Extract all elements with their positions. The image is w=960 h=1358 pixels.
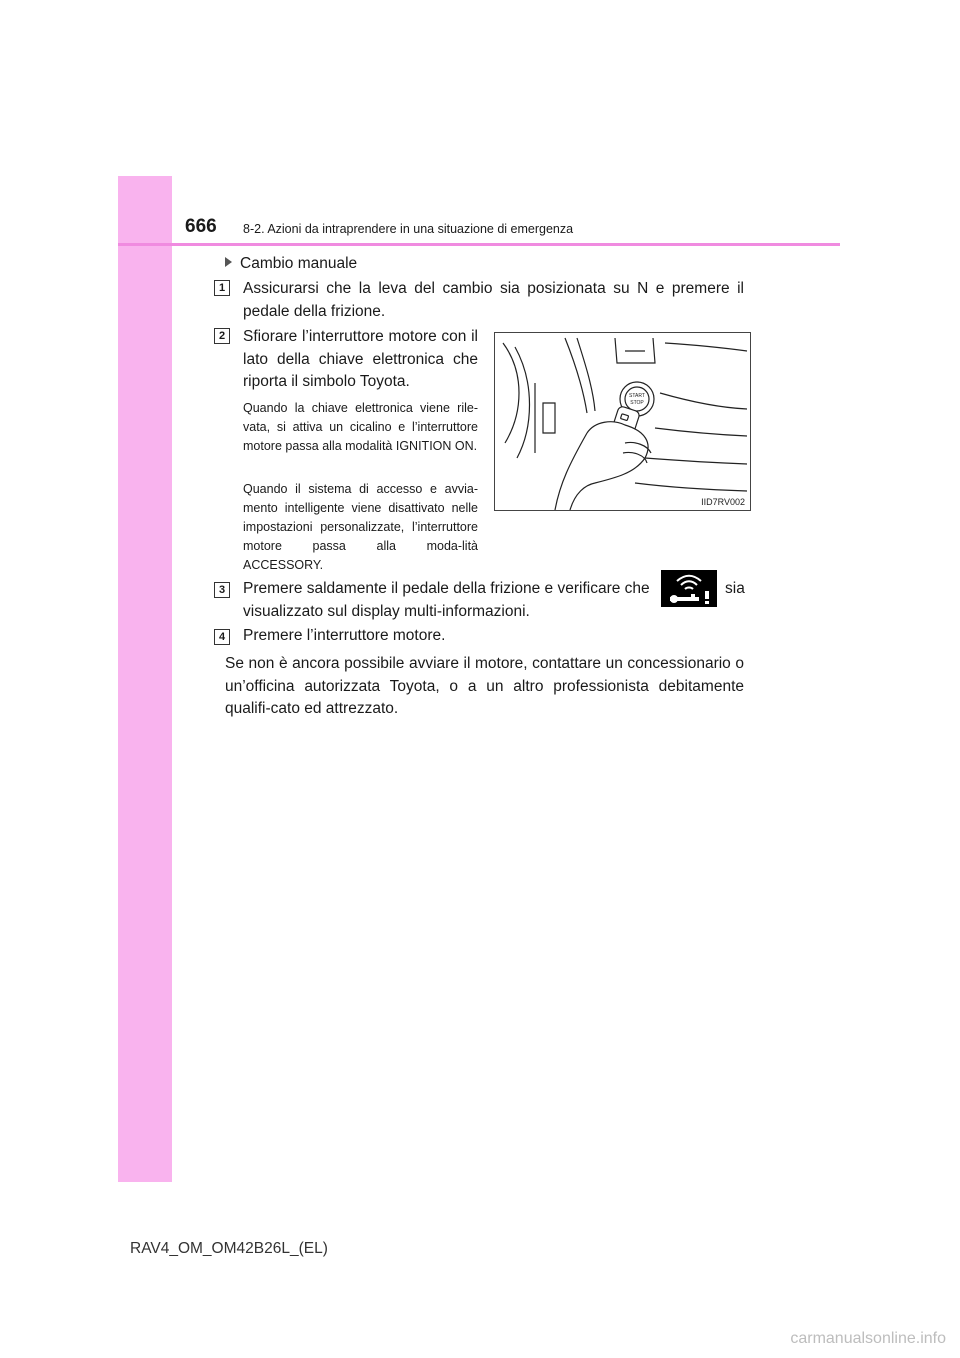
illustration-key-touch-start [494,332,751,511]
step-3-text-part-1: Premere saldamente il pedale della frizione e verificare che [243,580,650,597]
step-number-3: 3 [214,582,230,598]
subheading [225,255,357,273]
step-4-text: Premere l’interruttore motore. [243,627,446,644]
header-rule [118,243,840,246]
step-1-text: Assicurarsi che la leva del cambio sia posizionata su N e premere il pedale della frizione. [243,280,744,320]
stop-label: STOP [630,400,644,406]
step-3-text-part-2: sia [725,580,745,597]
key-touch-illustration [495,333,750,510]
step-number-4: 4 [214,629,230,645]
footer-code: RAV4_OM_OM42B26L_(EL) [130,1240,328,1257]
sidebar-band [118,176,172,1182]
subheading-text: Cambio manuale [240,255,358,272]
step-number-1: 1 [214,280,230,296]
step-2-text: Sfiorare l’interruttore motore con il lato della chiave elettronica che riporta il simbolo Toyota. [243,328,478,390]
step-number-2: 2 [214,328,230,344]
start-label: START [629,393,645,399]
watermark: carmanualsonline.info [790,1330,946,1347]
step-3-text-line-2: visualizzato sul display multi-informazioni. [243,603,530,620]
step-2-note-2: Quando il sistema di accesso e avvia-mento intelligente viene disattivato nelle impostazioni personalizzate, l’interruttore motore passa alla moda-lità ACCESSORY. [243,482,478,572]
figure-code: IID7RV002 [701,497,745,507]
triangle-bullet-icon [225,257,232,267]
step-2-note-1: Quando la chiave elettronica viene rile-vata, si attiva un cicalino e l’interruttore motore passa alla modalità IGNITION ON. [243,401,478,453]
section-title: 8-2. Azioni da intraprendere in una situazione di emergenza [243,222,574,236]
page-number: 666 [185,216,217,237]
closing-paragraph: Se non è ancora possibile avviare il motore, contattare un concessionario o un’officina autorizzata Toyota, o a un altro professionista debitamente qualifi-cato ed attrezzato. [225,655,744,717]
